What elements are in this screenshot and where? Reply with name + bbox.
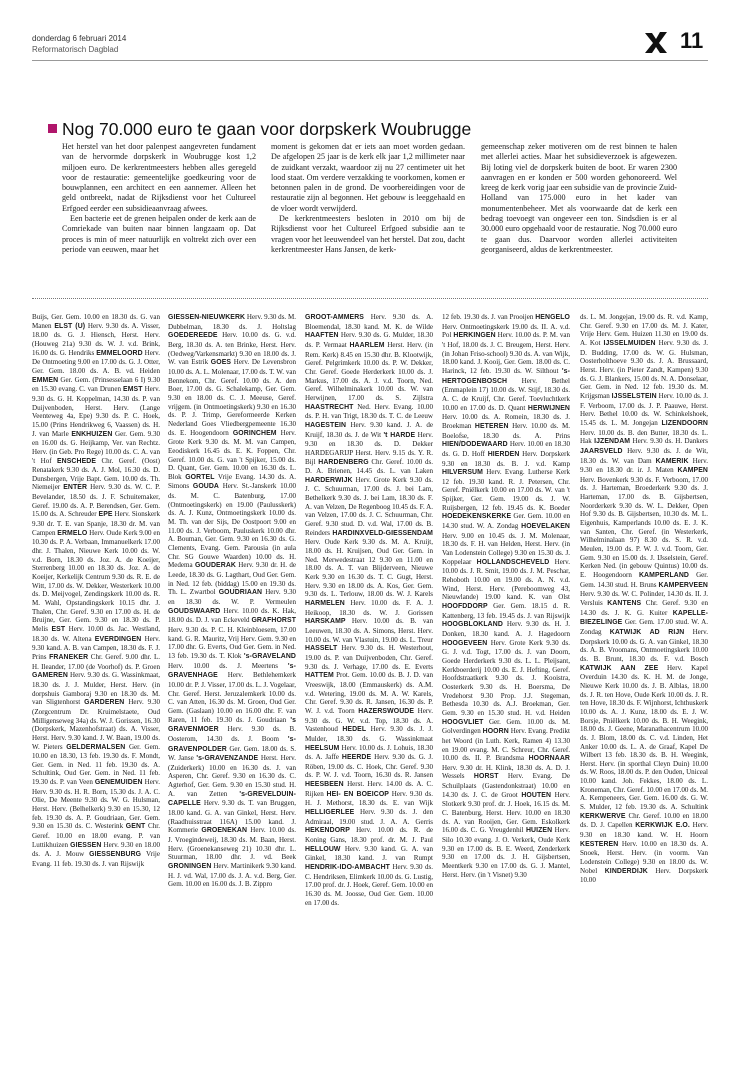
article-paragraph: gemeenschap zeker motiveren om de rest binnen te halen met allerlei acties. Maar het subsidieverzoek is afgewezen. Bij loting viel de dorpskerk buiten de boot. Er waren 2300 aanvragen en er konden er 500 worden gehonoreerd. Wel kreeg de kerk vorig jaar een subsidie van de provincie Zuid-Holland van 175.000 euro in het kader van monumentenbeheer. Met als voorwaarde dat de kerk een bedrag toevoegt van ongeveer een ton. Sindsdien is er al 30.000 euro opgehaald voor de restauratie. Nog 70.000 euro te gaan dus. Daarvoor worden allerlei activiteiten georganiseerd, aldus de kerkrentmeester. (481, 142, 677, 254)
service-details: Herv. Sionskerk 9.30 dr. T. E. van Spanje, 18.30 dr. M. van Campen (32, 510, 160, 537)
church-listing-entry (168, 662, 296, 724)
church-listing-entry (168, 313, 296, 331)
service-details: Herv. Oude Kerk 9.30 ds. M. A. Kruijt, 18.00 ds. H. Kruijsen, Oud Ger. Gem. in Ned. Merwedestraat 12 9.30 en 11.00 en 18.00 ds. A. T. van Blijderveen, Nieuwe Kerk 9.30 en 16.30 ds. T. C. Gugt, Herst. Herv. 9.30 en 18.00 ds. A. Kos, Ger. Gem. 9.30 ds. L. Terlouw, 18.00 ds. W. J. Karels (305, 538, 433, 599)
service-details: HARDEGARIJP Herst. Herv. 9.15 ds. Y. R. Bijl (305, 448, 433, 466)
place-name: KERKWIJK E.O. (635, 822, 690, 830)
service-details: Herv. 9.30 ds. W. C. P. Bevelander, 18.50 ds. J. F. Schuitemaker, Geref. 19.00 ds. A. P. Berendsen, Ger. Gem. 15.00 ds. A. Schreuder (32, 483, 160, 519)
service-details: Herv. 10.00 en 18.30 ds. A. Snoek, Herst. Herv. (in voorm. Van Lodenstein College) 9.30 en 18.00 ds. W. Nobel (580, 839, 708, 875)
service-details: Herv. De Ontmoeting 9.00 en 17.00 ds. G. J. Otter, Ger. Gem. 18.00 ds. A. B. vd. Heiden (32, 348, 160, 375)
place-name: GOES (210, 359, 232, 367)
place-name: HEESBEEN (305, 781, 344, 789)
place-name: HAAFTEN (305, 332, 339, 340)
service-details: 12 feb. 19.30 ds. J. van Prooijen (442, 313, 534, 321)
place-name: KERKWERVE (580, 812, 626, 820)
service-details: Herv. Grote Kerk 9.30 ds. M. M. van Campen, Eeodiskerk 16.45 ds. E. K. Foppen, Chr. Geref. 10.00 ds. G. van 't Spijker, 15.00 ds. D. Quant, Ger. Gem. 10.00 en 16.30 ds. L. Blok (168, 428, 296, 481)
place-name: GIESSENBURG (89, 851, 142, 859)
service-details: Herv. 9.30 dr. H. de Leede, 18.30 ds. G. Lagthart, Oud Ger. Gem. in Ned. 12 feb. (biddag) 15.00 en 19.30 ds. Th. L. Zwartbol (168, 561, 296, 597)
service-details: Herst. Herv. (Zuiderkerk) 10.00 en 16.30 ds. J. van Asperen, Chr. Geref. 9.30 en 16.30 ds. C. Agterhof, Ger. Gem. 9.30 en 15.30 stud. H. A. van Zetten (168, 754, 296, 798)
church-listing-entry (168, 862, 296, 888)
service-details: Herv. 9.30 ds. M. Dubbelman, 18.30 ds. J. Holtslag (168, 313, 296, 331)
place-name: GOEDEREEDE (168, 332, 218, 340)
service-details: Herv. 9.30 ds. B. Oosterom, 14.30 ds. J. Boom (168, 725, 296, 743)
service-details: Herv. 10.00 ds. B. van Leeuwen, 18.30 ds. A. Simons, Herst. Herv. 10.00 ds. W. van Vlastuin, 19.00 ds. L. Treur (305, 617, 433, 644)
place-name: 's GRAVENMOER (168, 716, 296, 734)
service-details: Ger. Gem. 10.00 ds. M. Golverdingen (442, 717, 570, 736)
service-details: Herv. Kapel Overduin 14.30 ds. K. H. M. de Jonge, Nieuwe Kerk 10.00 ds. J. B. Alblas, 18.00 ds. J. R. ten Hove, Oude Kerk 10.00 ds. J. R. ten Hove, 18.30 ds. F. Wijnhorst, Ichthuskerk 10.00 ds. A. J. Kunz, 18.00 ds. E. J. W. Borsje, Pniëlkerk 10.00 ds. B. H. Weegink, 18.00 ds. J. Geene, Maranathacentrum 10.00 ds. J. Blom, 18.00 ds. C. v.d. Linden, Het Anker 10.00 ds. L. A. de Graaf, Kapel De Wilbert 13 feb. 18.30 ds. B. H. Weegink, Herst. Herv. (in sporthal Cleyn Duin) 10.00 ds. W. Roos, 18.00 ds. P. den Ouden, Uniceal 10.00 kand. Joh. Fekkes, 18.00 ds. L. Kroneman, Chr. Geref. 10.00 en 17.00 ds. M. A. Kempeneers, Ger. Gem. 16.00 ds. G. W. S. Mulder, 12 feb. 19.30 ds. A. Schultink (580, 663, 708, 812)
service-details: Chr. Geref. 10.00 en 18.00 evang. P. van Luttikhuizen (32, 822, 160, 849)
article-paragraph: Een bacterie eet de grenen heipalen onder de kerk aan de Comriekade van buiten naar binnen langzaam op. Dat proces is min of meer natuurlijk en voltrekt zich over een periode van eeuwen, maar het (62, 214, 256, 254)
place-name: HERKINGEN (453, 332, 496, 340)
service-details: Herv. 10.00 ds. G. v.d. Berg, 18.30 ds. A. ten Brinke, Herst. Herv. (Oedweg/Varkensmarkt) 9.30 en 18.00 ds. J. W. van Estrik (168, 331, 296, 367)
place-name: HORST (473, 773, 499, 781)
place-name: ERMELO (57, 529, 88, 537)
church-listing-entry (305, 644, 433, 670)
church-listing-entry (580, 466, 708, 579)
service-details: Herv. 9.30 kand. J. A. de Kruijf, 18.30 ds. J. de Wit (305, 420, 433, 439)
church-listing-entry (305, 617, 433, 643)
place-name: HEERDE (341, 754, 372, 762)
service-details: Vrije Evang. 14.30 ds. A. Simons (168, 472, 296, 491)
church-listing-entry (580, 664, 708, 812)
article-column-1 (62, 142, 256, 255)
header-date: donderdag 6 februari 2014 (32, 34, 127, 43)
place-name: ENSCHEDE (56, 457, 97, 465)
article-paragraph: Het herstel van het door palenpest aangevreten fundament van de hervormde dorpskerk in Woubrugge kost 1,2 miljoen euro. De kerkrentmeesters hebben alles geregeld voor de restauratie: gemeentelijke goedkeuring voor de bouwplannen, een architect en een aannemer. Alleen het geld ontbreekt, nadat de Rijksdienst voor het Cultureel Erfgoed eerder een subsidieaanvraag afwees. (62, 142, 256, 213)
place-name: HARDINXVELD-GIESSENDAM (332, 529, 433, 537)
place-name: HAASTRECHT (305, 403, 354, 411)
church-listing-entry (442, 602, 570, 620)
service-details: Herv. 9.30 ds. W. C. Polinder, 14.30 ds. II. J. Versluis (580, 590, 708, 607)
place-name: EMMEN (32, 376, 59, 384)
service-details: Herv. 9.30 ds. C. Hendriksen, Elimkerk 10.00 ds. G. Lustig, 17.00 prof. dr. J. Hoek, Geref. Gem. 10.00 en 16.30 ds. M. Joosse, Oud Ger. Gem. 10.00 en 17.00 ds. (305, 863, 433, 907)
headline-marker (48, 124, 57, 133)
service-details: Herst. Herv. 14.00 ds. A. C. Rijken (305, 780, 433, 798)
service-details: Herv. 9.30 ds. A. Bloemendal, 18.30 kand. M. K. de Wilde (305, 313, 433, 331)
service-details: Prot. Gem. 10.00 ds. B. J. D. van Vreeswijk, 18.00 (Emmauskerk) ds. A.M. v.d. Wetering, 19.00 ds. M. A. W. Karels, Chr. Geref. 9.30 ds. R. Jansen, 16.30 ds. P. W. J. v.d. Toorn (305, 671, 433, 715)
service-details: Ger. Gem. 10.00 en 14.30 stud. W. A. Zondag (442, 512, 570, 531)
service-details: Herv. Dorpskerk 10.00 ds. G. A. van Ginkel, 18.30 ds. A. B. Vroomans, Ontmoetingskerk 10.00 ds. B. Brunt, 18.30 ds. F. v.d. Bosch (580, 627, 708, 663)
place-name: HARMELEN (305, 600, 345, 607)
place-name: 's-GRAVELAND (243, 652, 296, 660)
service-details: Herv. 10.00 ds. J. Meertens (168, 661, 278, 670)
place-name: FRANEKER (49, 653, 89, 661)
service-details: Herv. 9.30 ds. G. J. Röben, 19.00 ds. C. Hoek, Chr. Geref. 9.30 ds. P. W. J. v.d. Toorn, 16.30 ds. R. Jansen (305, 753, 433, 780)
place-name: HEDEL (342, 726, 367, 734)
service-details: Herv. 10.00 ds. J. F. Verboom, 17.00 ds. J. P. Paauwe, Herst. Herv. Bethel 10.00 ds. W. Schinkelshoek, 15.45 ds. L. M. Jongejan (580, 391, 708, 427)
service-details: Herv. Bethlehemkerk 10.00 dr. P. J. Visser, 17.00 ds. L. J. Vogelaar, Chr. Geref. Herst. Jeruzalemkerk 10.00 ds. C. van Atten, 16.30 ds. M. Groen, Oud Ger. Gem. (Gaslaan) 10.00 en 16.00 dhr. F. van Raren, 11 feb. 19.30 ds. J. Goudriaan (168, 671, 296, 724)
place-name: HOOGVLIET (442, 718, 484, 726)
place-name: HOEDEKENSKERKE (442, 513, 512, 521)
service-details: Herv. Martinikerk 9.30 kand. H. J. vd. Wal, 17.00 ds. J. A. v.d. Berg, Ger. Gem. 10.00 en 16.00 ds. J. B. Zippro (168, 862, 296, 889)
place-name: KATWIJK AD RIJN (609, 628, 685, 636)
service-details: Herv. Evang. Lutherse Kerk 12 feb. 19.30 kand. R. J. Petersen, Chr. Geref. Pniëlkerk 10.00 en 17.00 ds. W. van 't Spijker, Ger. Gem. 19.00 ds. J. W. Ruijsbergen, 12 feb. 19.45 ds. K. Boeder (442, 468, 570, 512)
church-listing-entry (580, 339, 708, 400)
service-details: Herv. 9.00 en 10.45 ds. J. M. Molenaar, 18.30 ds. F. H. van Helden, Herst. Herv. (in Van Lodenstein College) 9.30 en 15.30 ds. J. Koppelaar (442, 531, 570, 566)
service-details: Herv. 9.30 ds. J. de Wit, 18.30 ds. W. van Dam (580, 446, 708, 465)
place-name: KINDERDIJK (604, 867, 648, 875)
church-listing-entry (305, 403, 433, 421)
service-details: Herv. 10.00 ds. J. Lohuis, 18.30 ds. A. Jaffe (305, 743, 433, 762)
place-name: HOOFDDORP (442, 603, 488, 610)
place-name: HUIZEN (525, 827, 553, 835)
header-rule (32, 60, 708, 61)
service-details: Herv. Oude Kerk 9.00 en 10.30 ds. P. A. Verbaan, Immanuelkerk 17.00 dhr. J. Thalen, Nieuwe Kerk 10.00 ds. W. v.d. Born, 18.30 ds. Joz. A. de Koeijer, Sterrenberg 10.00 en 18.30 ds. Joz. A. de Koeijer, Kerkelijk Centrum 9.30 ds. R. E. de Witt, 17.00 ds. W. Dekker, Westerkerk 10.00 ds. D. Meijvogel, Zendingskerk 10.00 ds. R. M. Wahl, Opstandingskerk 10.15 dhr. J. Thalen, Chr. Geref. 9.30 en 17.00 ds. H. de Bruijne, Ger. Gem. 9.30 en 18.30 ds. P. Melis (32, 528, 160, 633)
church-listing-entry (32, 529, 160, 633)
service-details: Herv. 9.30 ds. G. H. Koppelman, 14.30 ds. P. van Duijvenboden, Herst. Herv. (Lange Veenteweg 4a, Epe) 9.30 ds. P. C. Hoek, 15.00 (Prins Hendrikweg 6, Vaassen) ds. H. J. van Marle (32, 385, 160, 438)
place-name: HELLIGERLEE (305, 809, 355, 817)
place-name: 's-GREVELDUIN-CAPELLE (168, 790, 296, 808)
church-listing-column-4 (442, 313, 570, 1061)
church-listing-entry (305, 458, 433, 476)
service-details: Herv. 9.30 ds. H. J. Donken, 18.30 kand. A. J. Hagedoorn (442, 620, 570, 638)
service-details: Herv. 9.30 kand. G. A. van Ginkel, 18.30 kand. J. van Rumpt (305, 844, 433, 863)
service-details: Chr. Geref. 9.30 en 14.30 ds. J. K. G. Kuiter (580, 599, 708, 617)
place-name: HATTEM (305, 672, 334, 680)
church-listing-entry (305, 599, 433, 617)
church-listing-entry (305, 313, 433, 331)
place-name: IJSSELMUIDEN (603, 339, 656, 347)
service-details: Herv. Bethel (Emmaplein 17) 10.00 ds. W. Stijf, 18.30 ds. A. C. de Kruijf, Chr. Geref. Toevluchtkerk 10.00 en 17.00 ds. D. Quant (442, 376, 570, 412)
place-name: HOLLANDSCHEVELD (476, 558, 550, 566)
place-name: HERWIJNEN (527, 404, 570, 412)
service-details: Herv. Slotkerk 9.30 prof. dr. J. Hoek, 16.15 ds. M. C. Batenburg, Herst. Herv. 10.00 en 18.30 ds. A. van Rooijen, Ger. Gem. Eskolkerk 16.00 ds. C. G. Vreugdenhil (442, 790, 570, 835)
service-details: Herv. 9.30 ds. H. Westerhout, 19.00 ds. P. van Duijvenboden, Chr. Geref. 9.30 ds. J. Verhage, 17.00 ds. E. Everts (305, 644, 433, 671)
place-name: KAMPERVEEN (658, 581, 708, 589)
place-name: HAZERSWOUDE (358, 707, 415, 715)
church-listing-entry (442, 468, 570, 512)
place-name: GAMEREN (32, 672, 68, 680)
place-name: KESTEREN (580, 840, 619, 848)
service-details: Herv. Herv. 9.30 ds. H. R. Born, 15.30 ds. J. A. C. Olie, De Meente 9.30 ds. W. G. Hulsman, Herst. Herv. (Belhelkerk) 9.30 en 15.30, 12 feb. 19.30 ds. A. P. Goudriaan, Ger. Gem. 9.30 en 15.30 ds. C. Westerink (32, 778, 160, 831)
place-name: 't HARDE (383, 431, 416, 439)
service-details: Herv. 9.30 ds. P. C. H. Kleinbloesem, 17.00 kand. G. R. Mauritz, Vrij Herv. Gem. 9.30 en 17.00 dhr. G. Everts, Oud Ger. Gem. in Ned. 13 feb. 19.30 ds. T. Klok (168, 625, 296, 660)
place-name: EST (51, 625, 66, 633)
service-details: Herv. 9.30 en 18.30 ds. D. Dekker (305, 430, 433, 449)
place-name: IJZENDAM (594, 438, 631, 446)
place-name: HOOGBLOKLAND (442, 621, 503, 629)
service-details: Ger. Gem. 9.30 en 16.00 ds. G. Heijkamp, Ver. van Rechtz. Herv. (in Geb. Pro Rege) 10.00 ds. C. A. van 't Hof (32, 429, 160, 465)
church-listing-column-5 (580, 313, 708, 1061)
service-details: Buijs, Ger. Gem. 10.00 en 18.30 ds. G. van Manen (32, 313, 160, 330)
church-listing-entry (168, 358, 296, 436)
service-details: Ger. Gem. 18.15 d. R. Kattenberg, 13 feb. 19.45 ds. J. van Rijswijk (442, 602, 570, 620)
service-details: Herv. 9.30 ds. H. J. Methorst, 18.30 ds. E. van Wijk (305, 789, 433, 808)
church-listing-entry (32, 653, 160, 671)
place-name: ELST (U) (54, 322, 86, 330)
service-details: Ger. Gem. 14.30 stud. H. Bruns (580, 571, 708, 589)
place-name: ENTER (63, 484, 88, 492)
place-name: GORINCHEM (232, 429, 277, 437)
place-name: GRAFHORST (251, 617, 296, 625)
service-details: Herv. De Levensbron 10.00 ds. A. L. Molenaar, 17.00 ds. T. W. van Bennekom, Chr. Geref. 10.00 ds. A. den Boer, 17.00 ds. G. Schalekamp, Ger. Gem. 9.30 en 18.00 ds. C. J. Meeuse, Geref. vrijgem. (in Ontmoetingskerk) 9.30 en 16.30 ds. P. J. Trimp, Gereformeerde Kerken Nederland Goes Vliedbergpemeente 16.30 ds. E. Hoogendoorn (168, 358, 296, 437)
church-listing-entry (305, 863, 433, 907)
service-details: Herv. Bovenkerk 9.30 ds. F. Verboom, 17.00 ds. J. Harteman, Broederkerk 9.30 ds. J. Harteman, 17.00 ds. B. Gijsbertsen, Noorderkerk 9.30 ds. W. L. Dekker, Open Hof 9.30 ds. B. Gijsbertsen, 10.30 ds. M. L. Eigenhuis, Kamperlands 10.00 ds. E. J. K. van Santen, Chr. Geref. (in Westerkerk, Wilhelminalaan 97) 8.30 ds. S. R. v.d. Meulen, 19.00 ds. P. W. J. v.d. Toorn, Ger. Gem. 9.30 en 15.00 ds. J. IJsselstein, Geref. Kerken Ned. (in gebouw Quintus) 10.00 ds. E. Hoogendoorn (580, 475, 708, 580)
service-details: Herv. 9.30 ds. G. Wassinkmaat, 18.30 ds. J. J. Mulder, Herst. Herv. (in dorpshuis Gamboraj 9.30 en 18.30 ds. M. van Sligtenhorst (32, 671, 160, 707)
church-listing-entry (305, 826, 433, 844)
service-details: Herv. Silo 10.30 evang. J. O. Verkerk, Oude Kerk 9.30 en 17.00 ds. B. E. Weerd, Zenderkerk 9.30 en 17.00 ds. J. H. Gijsbertsen, Meentkerk 9.30 en 17.00 ds. G. J. Mantel, Herst. Herv. (in 't Visnet) 9.30 (442, 826, 570, 879)
place-name: GOUDA (192, 483, 220, 491)
service-details: Herv. 10.00 ds. J. R. Smit, 19.00 ds. J. M. Peschar, Rehoboth 10.00 en 19.00 ds. A. N. v.d. Wind, Herst. Herv. (Pereboomweg 43, Nieuwlande) 19.00 kand. K. van Olst (442, 557, 570, 602)
place-name: LIZENDOORN (661, 419, 708, 427)
article-paragraph: De kerkrentmeesters besloten in 2010 om bij de Rijksdienst voor het Cultureel Erfgoed subsidie aan te vragen voor het leeuwendeel van het herstel. Dat zou, dacht kerkrentmeester Hans Jansen, de kerk- (271, 214, 465, 254)
article-title: Nog 70.000 euro te gaan voor dorpskerk Woubrugge (62, 119, 472, 139)
place-name: 's-GRAVENZANDE (196, 755, 259, 763)
church-listing-entry (305, 341, 433, 402)
place-name: HILVERSUM (442, 469, 483, 477)
article-paragraph: moment is gekomen dat er iets aan moet worden gedaan. De afgelopen 25 jaar is de kerk elk jaar 1,2 millimeter naar de zuidkant verzakt, waardoor zij nu 27 centimeter uit het lood staat. Om verdere verzakking te voorkomen, komen er betonnen palen in de grond. De voorbereidingen voor de restauratie zijn al begonnen. Het gebouw is leeggehaald en de vloer wordt verwijderd. (271, 142, 465, 213)
service-details: Herv. 10.00 ds. R. de Koning Gans, 18.30 prof. dr. M. J. Paul (305, 826, 433, 845)
church-listing-entry (168, 482, 296, 569)
place-name: HAGESTEIN (305, 421, 347, 429)
service-details: Chr. Geref. 10.00 en 18.00 ds. D. J. Capellen (580, 811, 708, 830)
church-listing-column-2 (168, 313, 296, 1061)
section-divider (32, 298, 708, 299)
place-name: HOUTEN (521, 791, 552, 799)
service-details: Herv. 9.30 ds. J. J. Mulder, 18.30 ds. G. Wassinkmaat (305, 725, 433, 743)
place-name: ENKHUIZEN (71, 430, 113, 438)
place-name: GENT (125, 823, 146, 831)
place-name: HELLOUW (305, 845, 341, 853)
service-details: Herv. 9.30 en 18.00 ds. A. J. Mouw (32, 840, 160, 859)
newspaper-logo-icon (643, 29, 669, 55)
place-name: HEI- EN BOEICOP (326, 790, 389, 798)
service-details: Ger. Gem. 17.00 stud. W. A. Zondag (580, 618, 708, 636)
service-details: Herv. 9.30 en 18.30 dr. ir. J. Maten (580, 456, 708, 475)
place-name: GROOT-AMMERS (305, 314, 365, 321)
place-name: EMMELOORD (96, 349, 143, 357)
place-name: HIERDEN (487, 450, 520, 458)
service-details: Herv. 9.30 ds. J. D. Budding, 17.00 ds. W. G. Hulsman, Oosterholthoeve 9.30 ds. J. A. Brussaard, Herst. Herv. (in Pieter Zandt, Kampen) 9.30 ds. G. J. Blankers, 15.00 ds. N. A. Donselaar, Ger. Gem. in Ned. 12 feb. 19.30 ds. M. Krijgsman (580, 338, 708, 400)
service-details: Herv. 10.00 ds. F. A. J. Heikoop, 18.30 ds. W. J. Gorissen (305, 599, 433, 617)
place-name: HEKENDORP (305, 827, 350, 835)
place-name: HARSKAMP (305, 618, 346, 626)
place-name: HOORN (482, 728, 509, 736)
place-name: KAMPERLAND (638, 572, 689, 580)
place-name: 's-GRAVENHAGE (168, 662, 296, 680)
service-details: Herv. Dorpskerk 9.30 en 18.30 ds. B. J. v.d. Kamp (442, 449, 570, 468)
place-name: HASSELT (305, 645, 338, 653)
place-name: JAARSVELD (580, 447, 623, 455)
place-name: HOOGEVEEN (442, 639, 488, 647)
church-listing-entry (305, 808, 433, 826)
service-details: Herv. 10.00 ds. A. Romein, 18.30 ds. J. Broekman (442, 413, 570, 430)
place-name: EPE (98, 511, 113, 519)
service-details: Chr. Geref. 10.00 ds. D. A. Brienen, 14.45 ds. L. van Laken (305, 457, 433, 476)
church-listing-entry (305, 529, 433, 599)
place-name: GORTEL (185, 473, 215, 481)
place-name: HENGELO (535, 314, 570, 321)
place-name: HAARLEM (349, 341, 385, 349)
service-details: Herv. 9.30 en 18.30 kand. W. H. Hoorn (580, 821, 708, 840)
church-listing-entry (594, 437, 708, 445)
place-name: GENEMUIDEN (94, 779, 143, 787)
service-details: Vrije Evang. 11 feb. 19.30 ds. J. van Rijswijk (32, 850, 160, 869)
service-details: Herv. Grote Kerk 9.30 ds. G. J. v.d. Togt, 17.00 ds. J. van Doorn, Goede Herderkerk 9.30 ds. L. L. Pleijsant, Kerkboerderij 10.00 ds. E. J. Hefting, Geref. Hoofdstraatkerk 9.30 ds. J. Kooistra, Oosterkerk 9.30 ds. H. Boersma, De Vredehorst 9.30 Prop. J.J. Stegeman, Bethesda 10.30 ds. A.J. Broekman, Ger. Gem. 9.30 en 15.30 stud. H. v.d. Heiden (442, 638, 570, 717)
service-details: Herv. 9.30 en 18.30 ds. W. P. Vermeulen (168, 588, 296, 606)
church-listing-entry (442, 331, 570, 375)
place-name: HARDERWIJK (305, 476, 353, 484)
service-details: Chr. Geref. 9.00 dhr. L. H. Ileander, 17.00 (de Voorhof) ds. P. Groen (32, 652, 160, 671)
place-name: EVERDINGEN (94, 635, 142, 643)
service-details: Ned. Herv. Evang. 10.00 ds. P. H. van Trigt, 18.30 ds. T. C. de Leeuw (305, 402, 433, 421)
service-details: Herv. 10.00 ds. M. Boelofse, 18.30 ds. A. Prins (442, 421, 570, 440)
place-name: HOEVELAKEN (521, 523, 570, 531)
service-details: Herv. Ontmoetingskerk 19.00 ds. II. A. v.d. Pol (442, 322, 570, 340)
place-name: KAMPEN (677, 467, 708, 475)
place-name: IJSSELSTEIN (611, 392, 657, 400)
service-details: Herst. Herv. (in Rem. Kerk) 8.45 en 15.30 dhr. B. Klootwijk, Geref. Pelgrimkerk 10.00 ds. P. W. Dekker, Chr. Geref. Goede Herderkerk 10.00 ds. J. Markus, 17.00 ds. A. J. v.d. Toorn, Ned. Geref. Wilhelminakerk 10.00 ds. W. van Herwijnen, 17.00 ds. S. Zijlstra (305, 340, 433, 402)
service-details: Herv. 9.30 kand. A. B. van Campen, 18.30 ds. F. J. Prins (32, 634, 160, 661)
church-listing-entry (305, 845, 433, 863)
church-listing-column-3 (305, 313, 433, 1061)
service-details: Herv. 10.00 ds. K. Hak, 18.00 ds. D. J. van Eckeveld (168, 606, 296, 625)
place-name: GRONINGEN (168, 863, 212, 871)
service-details: Herv. 9.30 dr. H. Klink, 18.30 ds. A. D. J. Wessels (442, 763, 570, 781)
service-details: Ger. Gem. 10.00 en 18.30, 13 feb. 19.30 ds. F. Mondt, Ger. Gem. in Ned. 11 feb. 19.30 ds. A. Schultink, Oud Ger. Gem. in Ned. 11 feb. 19.30 ds. P. van Veen (32, 742, 160, 787)
place-name: KATWIJK AAN ZEE (580, 664, 659, 672)
place-name: GIESSEN-NIEUWKERK (168, 314, 246, 321)
place-name: 's-GRAVENPOLDER (168, 735, 296, 753)
place-name: HEELSUM (305, 744, 340, 752)
service-details: Herv. 9.30 ds. H. Dankers (632, 437, 708, 446)
place-name: 's-HERTOGENBOSCH (442, 367, 570, 385)
place-name: HOORNAAR (528, 755, 570, 763)
service-details: Herv. 10.00 en 18.30 ds. G. D. Hoff (442, 440, 570, 458)
service-details: Herv. 9.30 ds. T. van Bruggen, 18.00 kand. G. A. van Ginkel, Herst. Herv. (Raadhuisstraat 116A) 15.00 kand. J. Kommerie (168, 799, 296, 835)
place-name: HARDENBERG (318, 458, 369, 466)
place-name: KAMERIK (655, 457, 689, 465)
place-name: GARDEREN (84, 699, 125, 707)
place-name: EMST (123, 386, 143, 394)
service-details: Herv. 9.30 ds. G. W. v.d. Top, 18.30 ds. A. Vastenhoud (305, 706, 433, 734)
place-name: GOUDERAK (194, 562, 236, 570)
place-name: KAPELLE-BIEZELINGE (580, 609, 708, 627)
service-details: Herv. 9.30 ds. G. Mulder, 18.30 ds. P. Vermaat (305, 331, 433, 349)
service-details: Chr. Geref. (Oost) Renatakerk 9.30 ds. A. J. Mol, 16.30 ds. D. Dunsbergen, Vrije Bapt. Gem. 10.00 ds. Th. Niemeijer (32, 456, 160, 492)
service-details: Herv. St.-Janskerk 10.00 ds. M. C. Batenburg, 17.00 (Ontmoetingskerk) en 19.00 (Paulusskerk) ds. A. J. Kunz, Ontmoetingskerk 10.00 ds. M. Th. van der Sijs, De Oostpoort 9.00 en 11.00 ds. J. Verboom, Pauluskerk 10.00 dhr. A. Bouman, Ger. Gem. 9.30 en 16.30 ds. G. Clements, Evang. Gem. Parousia (in aula Chr. SG Gouwe Waarden) 10.00 ds. H. Medema (168, 482, 296, 570)
service-details: Herv. 10.00 ds. P. M. van 't Hof, 18.00 ds. J. C. Breugem, Herst. Herv. (in Johan Friso-school) 9.30 ds. A. van Wijk, 18.00 kand. J. Kooij, Ger. Gem. 18.00 ds. C. Harinck, 12 feb. 19.30 ds. W. Silthout (442, 331, 570, 375)
service-details: Herv. Evang. Predikt het Woord (in Luth. Kerk, Ramen 4) 13.30 en 19.00 evang. M. C. Schreur, Chr. Geref. 10.00 ds. II. P. Brandsma (442, 727, 570, 763)
church-listing-entry (442, 639, 570, 717)
place-name: GOUDRIAAN (218, 589, 263, 597)
article-column-2 (271, 142, 465, 255)
service-details: Herv. 10.00 ds. J. Vroegindeweij, 18.30 ds. M. Baan, Herst. Herv. (Groenekanseweg 21) 10.30 dhr. L. Stuurman, 18.00 dhr. J. vd. Beek (168, 826, 296, 862)
page-number: 11 (680, 28, 704, 53)
church-listing-column-1 (32, 313, 160, 1061)
service-details: Herv. Evang. De Schuilplaats (Gastendonkstraat) 10.00 en 14.30 ds. J. C. de Groot (442, 772, 570, 799)
place-name: HENDRIK-IDO-AMBACHT (305, 864, 390, 872)
service-details: ds. L. M. Jongejan, 19.00 ds. R. v.d. Kamp, Chr. Geref. 9.30 en 17.00 ds. M. J. Kater, Vrije Herv. Gem. Huizen 11.30 en 19.00 ds. A. Kot (580, 313, 708, 347)
service-details: Herv. 10.00 ds. Jac. Westland, 18.30 ds. W. Altena (32, 624, 160, 643)
place-name: GIESSEN (70, 841, 102, 849)
service-details: Herv. Grote Kerk 9.30 ds. J. C. Schuurman, 17.00 ds. J. bei Lam, Bethelkerk 9.30 ds. J. bei Lam, 18.30 ds. F. A. van Velzen, De Regenboog 10.45 ds. F. A. van Velzen, 17.00 ds. J. C. Schuurman, Chr. Geref. 9.30 stud. D. v.d. Wal, 17.00 ds. B. Reinders (305, 475, 433, 537)
service-details: Herv. 9.30 (Zorgcentrum Dr. Kruimelstaete, Oud Milligenseweg 34a) ds. W. J. Gorissen, 16.30 (Dorpskerk, Mazenhofstraat) ds. A. Visser, Herst. Herv. 9.30 kand. J. W. Baan, 19.00 ds. W. Pieters (32, 698, 160, 751)
header-publication: Reformatorisch Dagblad (32, 45, 119, 54)
church-listing-entry (305, 476, 433, 537)
service-details: Ger. Gem. 18.00 ds. S. W. Janse (168, 744, 296, 763)
service-details: Herv. Dorpskerk 10.00 (580, 866, 708, 885)
service-details: Ger. Gem. (Prinsesselaan 6 I) 9.30 en 15.30 evang. C. van Drunen (32, 375, 160, 394)
service-details: Herv. 9.30 ds. A. Visser, 18.00 ds. G. J. Hiensch, Herst. Herv. (Houweg 21a) 9.30 ds. W. J. v.d. Brink, 16.00 ds. G. Hendriks (32, 321, 160, 357)
article-column-3 (481, 142, 677, 255)
church-listing-entry (442, 313, 535, 321)
place-name: GOUDSWAARD (168, 607, 221, 615)
place-name: HIEN/DODEWAARD (442, 441, 508, 449)
church-listing-entry (442, 620, 570, 638)
article-headline (62, 119, 471, 140)
place-name: HETEREN (474, 422, 509, 430)
service-details: Herv. 9.30 ds. J. den Admiraal, 19.00 stud. J. A. A. Gerris (305, 808, 433, 826)
place-name: GELDERMALSEN (66, 743, 126, 751)
place-name: KANTENS (607, 600, 642, 607)
service-details: Herv. 10.00 ds. B. den Butter, 18.30 ds. L. Hak (580, 428, 708, 446)
place-name: GROENEKAN (201, 827, 248, 835)
